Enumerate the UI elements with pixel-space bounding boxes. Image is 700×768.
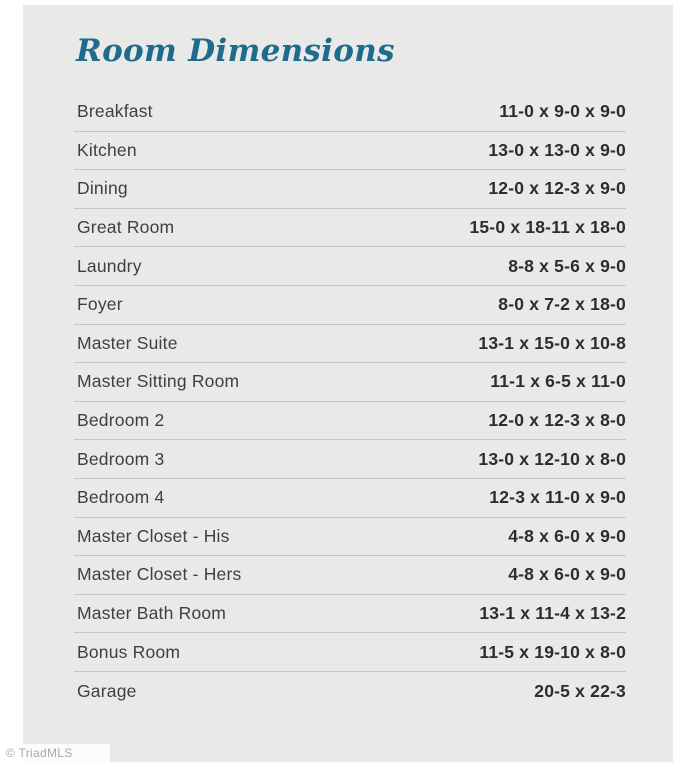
room-dimensions: 8-0 x 7-2 x 18-0 <box>498 294 626 315</box>
room-name: Master Bath Room <box>77 603 227 624</box>
table-row <box>74 479 626 518</box>
room-dimensions: 11-0 x 9-0 x 9-0 <box>499 101 626 122</box>
room-name: Garage <box>77 680 137 701</box>
room-name: Master Closet - Hers <box>77 564 242 585</box>
table-row <box>74 325 626 364</box>
room-dimensions: 12-3 x 11-0 x 9-0 <box>489 487 626 508</box>
table-row <box>74 518 626 557</box>
room-name: Bedroom 4 <box>77 487 165 508</box>
room-dimensions-panel <box>23 5 673 762</box>
room-dimensions: 12-0 x 12-3 x 9-0 <box>488 178 626 199</box>
table-row <box>74 672 626 711</box>
table-row <box>74 170 626 209</box>
room-name: Kitchen <box>77 139 137 160</box>
room-dimensions: 13-1 x 15-0 x 10-8 <box>478 332 626 353</box>
table-row <box>74 595 626 634</box>
table-row <box>74 402 626 441</box>
room-name: Bonus Room <box>77 641 181 662</box>
table-row <box>74 93 626 132</box>
room-dimensions: 4-8 x 6-0 x 9-0 <box>508 564 626 585</box>
table-row <box>74 209 626 248</box>
room-name: Bedroom 3 <box>77 448 165 469</box>
room-dimensions: 13-0 x 13-0 x 9-0 <box>488 139 626 160</box>
room-name: Master Sitting Room <box>77 371 240 392</box>
watermark: © TriadMLS <box>0 744 110 763</box>
table-row <box>74 132 626 171</box>
table-row <box>74 633 626 672</box>
room-name: Master Closet - His <box>77 525 230 546</box>
room-dimensions: 11-5 x 19-10 x 8-0 <box>479 641 626 662</box>
page-title: Room Dimensions <box>76 33 395 69</box>
room-name: Master Suite <box>77 332 178 353</box>
room-name: Great Room <box>77 217 175 238</box>
room-name: Laundry <box>77 255 142 276</box>
room-dimensions: 13-0 x 12-10 x 8-0 <box>478 448 626 469</box>
room-name: Foyer <box>77 294 123 315</box>
room-name: Breakfast <box>77 101 153 122</box>
room-dimensions: 4-8 x 6-0 x 9-0 <box>508 525 626 546</box>
room-dimensions: 11-1 x 6-5 x 11-0 <box>490 371 626 392</box>
room-list <box>74 93 626 711</box>
room-dimensions: 15-0 x 18-11 x 18-0 <box>469 217 626 238</box>
table-row <box>74 556 626 595</box>
room-name: Dining <box>77 178 128 199</box>
room-dimensions: 13-1 x 11-4 x 13-2 <box>479 603 626 624</box>
table-row <box>74 247 626 286</box>
table-row <box>74 363 626 402</box>
room-dimensions: 8-8 x 5-6 x 9-0 <box>508 255 626 276</box>
room-dimensions: 12-0 x 12-3 x 8-0 <box>488 410 626 431</box>
room-name: Bedroom 2 <box>77 410 165 431</box>
room-dimensions: 20-5 x 22-3 <box>534 680 626 701</box>
table-row <box>74 286 626 325</box>
table-row <box>74 440 626 479</box>
